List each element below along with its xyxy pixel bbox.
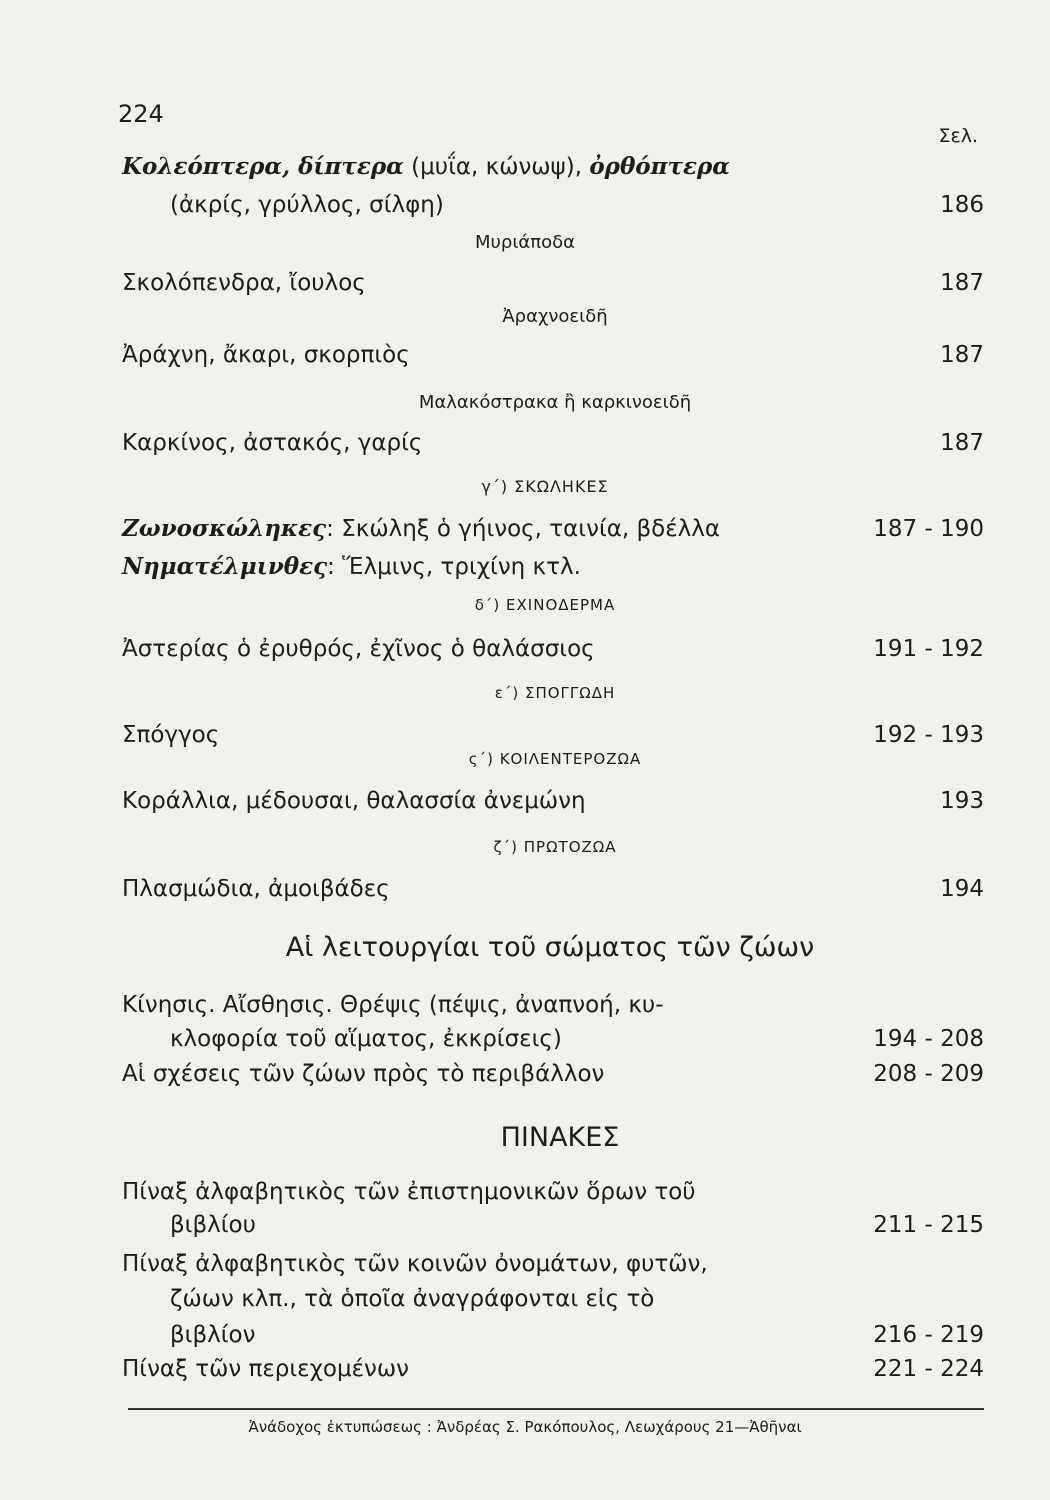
entry-page: 208 - 209 — [873, 1061, 984, 1087]
toc-entry — [122, 514, 984, 544]
toc-entry — [122, 1177, 984, 1207]
entry-text: Κίνησις. Αἴσθησις. Θρέψις (πέψις, ἀναπνοή, κυ- — [122, 992, 664, 1018]
section-caption: ε΄) ΣΠΟΓΓΩΔΗ — [494, 684, 616, 702]
toc-entry — [170, 1284, 984, 1314]
entry-page: 194 — [940, 876, 984, 902]
entry-page: 186 — [940, 192, 984, 218]
toc-entry — [122, 1059, 984, 1089]
entry-text: Πλασμώδια, ἀμοιβάδες — [122, 876, 390, 902]
entry-italic: ὀρθόπτερα — [589, 153, 730, 180]
toc-entry — [122, 152, 984, 182]
entry-text: Πίναξ ἀλφαβητικὸς τῶν κοινῶν ὀνομάτων, φυτῶν, — [122, 1251, 708, 1277]
subheading: Μαλακόστρακα ἢ καρκινοειδῆ — [418, 392, 692, 413]
toc-entry — [122, 786, 984, 816]
entry-page: 187 — [940, 430, 984, 456]
toc-entry — [122, 990, 984, 1020]
toc-entry — [122, 1354, 984, 1384]
section-title: Αἱ λειτουργίαι τοῦ σώματος τῶν ζώων — [285, 932, 815, 963]
entry-italic: Ζωνοσκώληκες — [122, 515, 327, 542]
section-caption: γ΄) ΣΚΩΛΗΚΕΣ — [481, 477, 609, 496]
entry-text: Αἱ σχέσεις τῶν ζώων πρὸς τὸ περιβάλλον — [122, 1061, 605, 1087]
tables-title: ΠΙΝΑΚΕΣ — [500, 1122, 620, 1153]
entry-page: 216 - 219 — [873, 1322, 984, 1348]
footer-rule — [128, 1408, 984, 1410]
toc-entry — [122, 428, 984, 458]
subheading: Μυριάποδα — [474, 232, 576, 253]
entry-italic: Νηματέλμινθες — [122, 553, 328, 580]
entry-text: (ἀκρίς, γρύλλος, σίλφη) — [170, 192, 444, 218]
entry-text: Κοράλλια, μέδουσαι, θαλασσία ἀνεμώνη — [122, 788, 586, 814]
section-caption: ζ΄) ΠΡΩΤΟΖΩΑ — [493, 838, 617, 856]
entry-text: : Σκώληξ ὁ γήινος, ταινία, βδέλλα — [326, 516, 721, 542]
entry-text: Πίναξ τῶν περιεχομένων — [122, 1356, 409, 1382]
entry-page: 211 - 215 — [873, 1212, 984, 1238]
entry-page: 221 - 224 — [873, 1356, 984, 1382]
toc-entry — [122, 552, 984, 582]
subheading: Ἀραχνοειδῆ — [502, 306, 608, 327]
toc-entry — [122, 340, 984, 370]
toc-entry — [170, 190, 984, 220]
toc-entry — [170, 1320, 984, 1350]
entry-text: Ἀράχνη, ἄκαρι, σκορπιὸς — [122, 342, 410, 368]
entry-text: (μυΐα, κώνωψ), — [403, 154, 590, 180]
section-caption: δ΄) ΕΧΙΝΟΔΕΡΜΑ — [474, 596, 616, 614]
entry-text: : Ἕλμινς, τριχίνη κτλ. — [327, 554, 581, 580]
toc-entry — [170, 1210, 984, 1240]
entry-text: Πίναξ ἀλφαβητικὸς τῶν ἐπιστημονικῶν ὅρων τοῦ — [122, 1179, 696, 1205]
entry-page: 193 — [940, 788, 984, 814]
entry-page: 187 - 190 — [873, 516, 984, 542]
toc-entry — [122, 720, 984, 750]
entry-text: Σπόγγος — [122, 722, 220, 748]
entry-text: βιβλίον — [170, 1322, 256, 1348]
entry-page: 187 — [940, 342, 984, 368]
entry-text: Καρκίνος, ἀστακός, γαρίς — [122, 430, 423, 456]
page-number: 224 — [118, 100, 164, 128]
entry-italic: Κολεόπτερα, δίπτερα — [122, 153, 404, 180]
entry-text: Ἀστερίας ὁ ἐρυθρός, ἐχῖνος ὁ θαλάσσιος — [122, 636, 595, 662]
entry-page: 192 - 193 — [873, 722, 984, 748]
column-header-page: Σελ. — [938, 125, 978, 147]
toc-entry — [122, 268, 984, 298]
entry-page: 187 — [940, 270, 984, 296]
entry-page: 191 - 192 — [873, 636, 984, 662]
toc-entry — [170, 1024, 984, 1054]
entry-text: Σκολόπενδρα, ἴουλος — [122, 270, 366, 296]
entry-text: ζώων κλπ., τὰ ὁποῖα ἀναγράφονται εἰς τὸ — [170, 1286, 655, 1312]
toc-entry — [122, 1249, 984, 1279]
printer-credit: Ἀνάδοχος ἐκτυπώσεως : Ἀνδρέας Σ. Ρακόπουλος, Λεωχάρους 21—Ἀθῆναι — [248, 1418, 802, 1436]
toc-entry — [122, 634, 984, 664]
toc-entry — [122, 874, 984, 904]
entry-page: 194 - 208 — [873, 1026, 984, 1052]
section-caption: ς΄) ΚΟΙΛΕΝΤΕΡΟΖΩΑ — [468, 750, 642, 768]
entry-text: βιβλίου — [170, 1212, 256, 1238]
entry-text: κλοφορία τοῦ αἵματος, ἐκκρίσεις) — [170, 1026, 562, 1052]
